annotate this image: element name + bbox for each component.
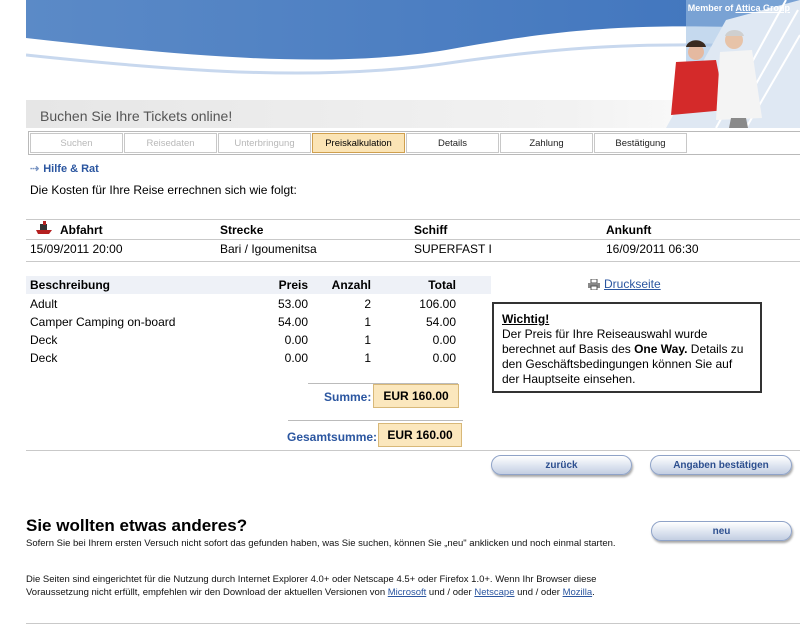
arrow-right-icon: ⇢ (30, 163, 40, 175)
arrival-value: 16/09/2011 06:30 (606, 242, 699, 256)
notice-title: Wichtig! (502, 312, 550, 326)
departure-value: 15/09/2011 20:00 (30, 242, 123, 256)
step-unterbringung[interactable]: Unterbringung (218, 133, 311, 153)
row-quantity: 1 (364, 315, 371, 329)
col-total: Total (428, 278, 456, 292)
sum-value: EUR 160.00 (373, 384, 459, 408)
divider (26, 450, 800, 451)
row-quantity: 1 (364, 351, 371, 365)
row-description: Camper Camping on-board (30, 315, 176, 329)
booking-steps (28, 131, 800, 155)
notice-text: Der Preis für Ihre Reiseauswahl wurde berechnet auf Basis des One Way. Details zu den Geschäftsbedingungen können Sie auf der Hauptseite einsehen. (502, 327, 744, 386)
notice-fare-type: One Way. (634, 342, 688, 356)
col-ankunft: Ankunft (606, 223, 652, 237)
passengers-photo (666, 0, 800, 128)
page-tagline: Buchen Sie Ihre Tickets online! (40, 108, 233, 124)
microsoft-link[interactable]: Microsoft (387, 587, 427, 598)
row-price: 53.00 (277, 297, 308, 311)
row-total: 0.00 (432, 333, 456, 347)
row-price: 54.00 (277, 315, 308, 329)
ship-icon (34, 221, 54, 235)
intro-text: Die Kosten für Ihre Reise errechnen sich wie folgt: (30, 183, 297, 197)
step-suchen[interactable]: Suchen (30, 133, 123, 153)
col-strecke: Strecke (220, 223, 264, 237)
step-bestaetigung: Bestätigung (594, 133, 687, 153)
divider (26, 219, 800, 220)
new-search-button[interactable]: neu (651, 521, 792, 541)
step-details: Details (406, 133, 499, 153)
browser-requirements: Die Seiten sind eingerichtet für die Nutzung durch Internet Explorer 4.0+ oder Netscape 4.5+ oder Firefox 1.0+. Wenn Ihr Browser diese Voraussetzung nicht erfüllt, empfehlen wir den Download der aktuellen Versionen von Microsoft und / oder Netscape und / oder Mozilla. (26, 574, 597, 598)
restart-hint: Sofern Sie bei Ihrem ersten Versuch nicht sofort das gefunden haben, was Sie suchen, können Sie „neu" anklicken und noch einmal starten. (26, 538, 616, 549)
grand-total-value: EUR 160.00 (378, 423, 462, 447)
member-of-text (688, 3, 790, 13)
row-quantity: 1 (364, 333, 371, 347)
row-price: 0.00 (284, 333, 308, 347)
row-description: Deck (30, 351, 58, 365)
step-zahlung: Zahlung (500, 133, 593, 153)
netscape-link[interactable]: Netscape (474, 587, 515, 598)
col-preis: Preis (278, 278, 308, 292)
row-quantity: 2 (364, 297, 371, 311)
divider (26, 239, 800, 240)
back-button[interactable]: zurück (491, 455, 632, 475)
row-total: 0.00 (432, 351, 456, 365)
ship-value: SUPERFAST I (414, 242, 492, 256)
row-total: 54.00 (425, 315, 456, 329)
col-beschreibung: Beschreibung (30, 278, 111, 292)
divider (288, 420, 463, 421)
col-schiff: Schiff (414, 223, 448, 237)
col-anzahl: Anzahl (331, 278, 371, 292)
step-preiskalkulation: Preiskalkulation (312, 133, 405, 153)
print-page-link[interactable] (588, 277, 661, 291)
divider (26, 623, 800, 624)
help-label: Hilfe & Rat (43, 162, 99, 175)
step-reisedaten[interactable]: Reisedaten (124, 133, 217, 153)
help-link[interactable] (30, 162, 99, 175)
divider (26, 261, 800, 262)
row-description: Adult (30, 297, 58, 311)
row-total: 106.00 (419, 297, 456, 311)
important-notice (492, 302, 762, 393)
row-price: 0.00 (284, 351, 308, 365)
col-abfahrt: Abfahrt (60, 223, 103, 237)
attica-group-link[interactable]: Attica Group (735, 3, 790, 13)
row-description: Deck (30, 333, 58, 347)
confirm-button[interactable]: Angaben bestätigen (650, 455, 792, 475)
alternative-title: Sie wollten etwas anderes? (26, 516, 248, 535)
print-label: Druckseite (604, 277, 661, 291)
mozilla-link[interactable]: Mozilla (562, 587, 593, 598)
route-value: Bari / Igoumenitsa (220, 242, 317, 256)
grand-total-label: Gesamtsumme: (287, 430, 378, 444)
member-prefix: Member of (687, 3, 734, 13)
printer-icon (588, 279, 600, 290)
sum-label: Summe: (324, 390, 372, 404)
